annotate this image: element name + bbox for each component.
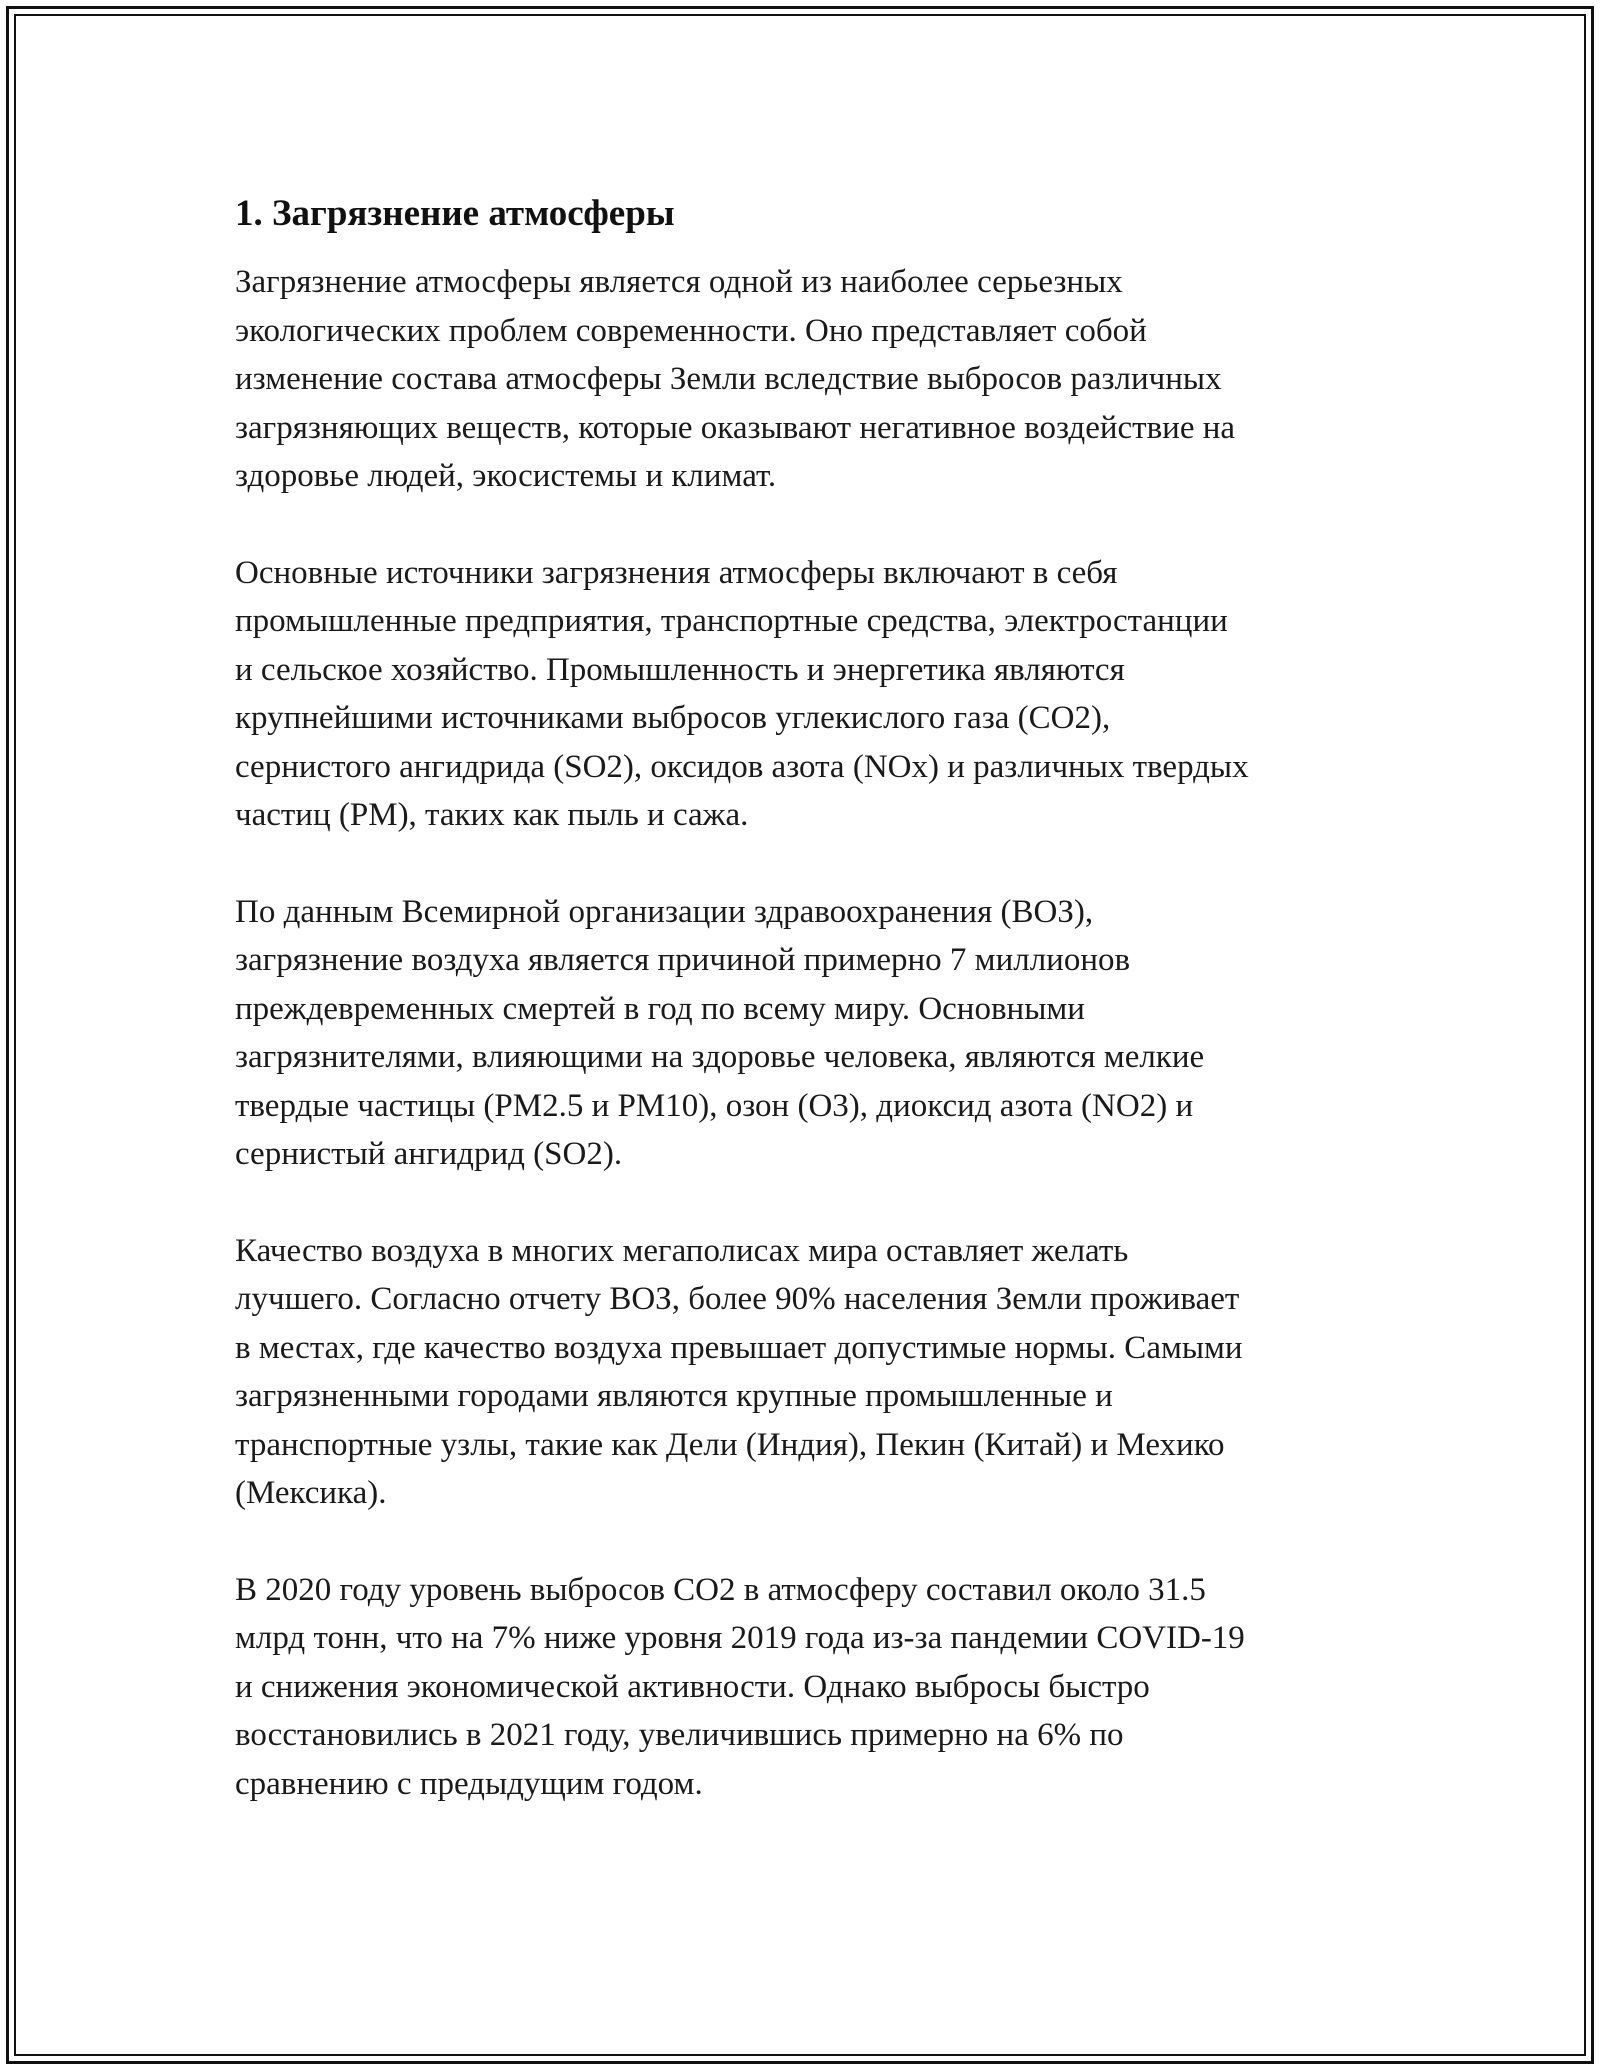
text-line: и сельское хозяйство. Промышленность и энергетика являются [235, 651, 1125, 688]
text-line: (Мексика). [235, 1475, 387, 1511]
text-line: По данным Всемирной организации здравоохранения (ВОЗ), [235, 893, 1094, 930]
document-body [235, 188, 1375, 1856]
paragraph-2 [235, 549, 1375, 840]
paragraph-3 [235, 888, 1375, 1179]
text-line: Загрязнение атмосферы является одной из наиболее серьезных [235, 264, 1123, 300]
text-line: транспортные узлы, такие как Дели (Индия), Пекин (Китай) и Мехико [235, 1426, 1225, 1463]
text-line: здоровье людей, экосистемы и климат. [235, 458, 777, 494]
text-line: и снижения экономической активности. Однако выбросы быстро [235, 1668, 1150, 1705]
text-line: Качество воздуха в многих мегаполисах мира оставляет желать [235, 1232, 1129, 1269]
text-line: твердые частицы (PM2.5 и PM10), озон (O3), диоксид азота (NO2) и [235, 1087, 1194, 1124]
text-line: частиц (PM), таких как пыль и сажа. [235, 797, 749, 833]
paragraph-5 [235, 1566, 1375, 1809]
text-line: сернистый ангидрид (SO2). [235, 1136, 623, 1172]
text-line: загрязняющих веществ, которые оказывают негативное воздействие на [235, 409, 1236, 446]
text-line: лучшего. Согласно отчету ВОЗ, более 90% населения Земли проживает [235, 1281, 1240, 1317]
text-line: сравнению с предыдущим годом. [235, 1765, 703, 1802]
paragraph-4 [235, 1227, 1375, 1518]
text-line: восстановились в 2021 году, увеличившись примерно на 6% по [235, 1717, 1124, 1753]
section-heading: 1. Загрязнение атмосферы [235, 193, 675, 234]
text-line: в местах, где качество воздуха превышает допустимые нормы. Самыми [235, 1329, 1243, 1366]
text-line: экологических проблем современности. Оно представляет собой [235, 312, 1147, 349]
text-line: загрязнение воздуха является причиной примерно 7 миллионов [235, 942, 1131, 978]
text-line: загрязненными городами являются крупные промышленные и [235, 1378, 1113, 1414]
text-line: изменение состава атмосферы Земли вследствие выбросов различных [235, 361, 1222, 397]
text-line: В 2020 году уровень выбросов CO2 в атмосферу составил около 31.5 [235, 1571, 1206, 1608]
text-line: крупнейшими источниками выбросов углекислого газа (CO2), [235, 700, 1111, 736]
text-line: преждевременных смертей в год по всему миру. Основными [235, 990, 1085, 1027]
text-line: сернистого ангидрида (SO2), оксидов азота (NOx) и различных твердых [235, 748, 1249, 785]
text-line: млрд тонн, что на 7% ниже уровня 2019 года из-за пандемии COVID-19 [235, 1620, 1245, 1656]
text-line: Основные источники загрязнения атмосферы включают в себя [235, 554, 1118, 591]
paragraph-1 [235, 258, 1375, 501]
text-line: промышленные предприятия, транспортные средства, электростанции [235, 603, 1228, 639]
text-line: загрязнителями, влияющими на здоровье человека, являются мелкие [235, 1039, 1205, 1075]
